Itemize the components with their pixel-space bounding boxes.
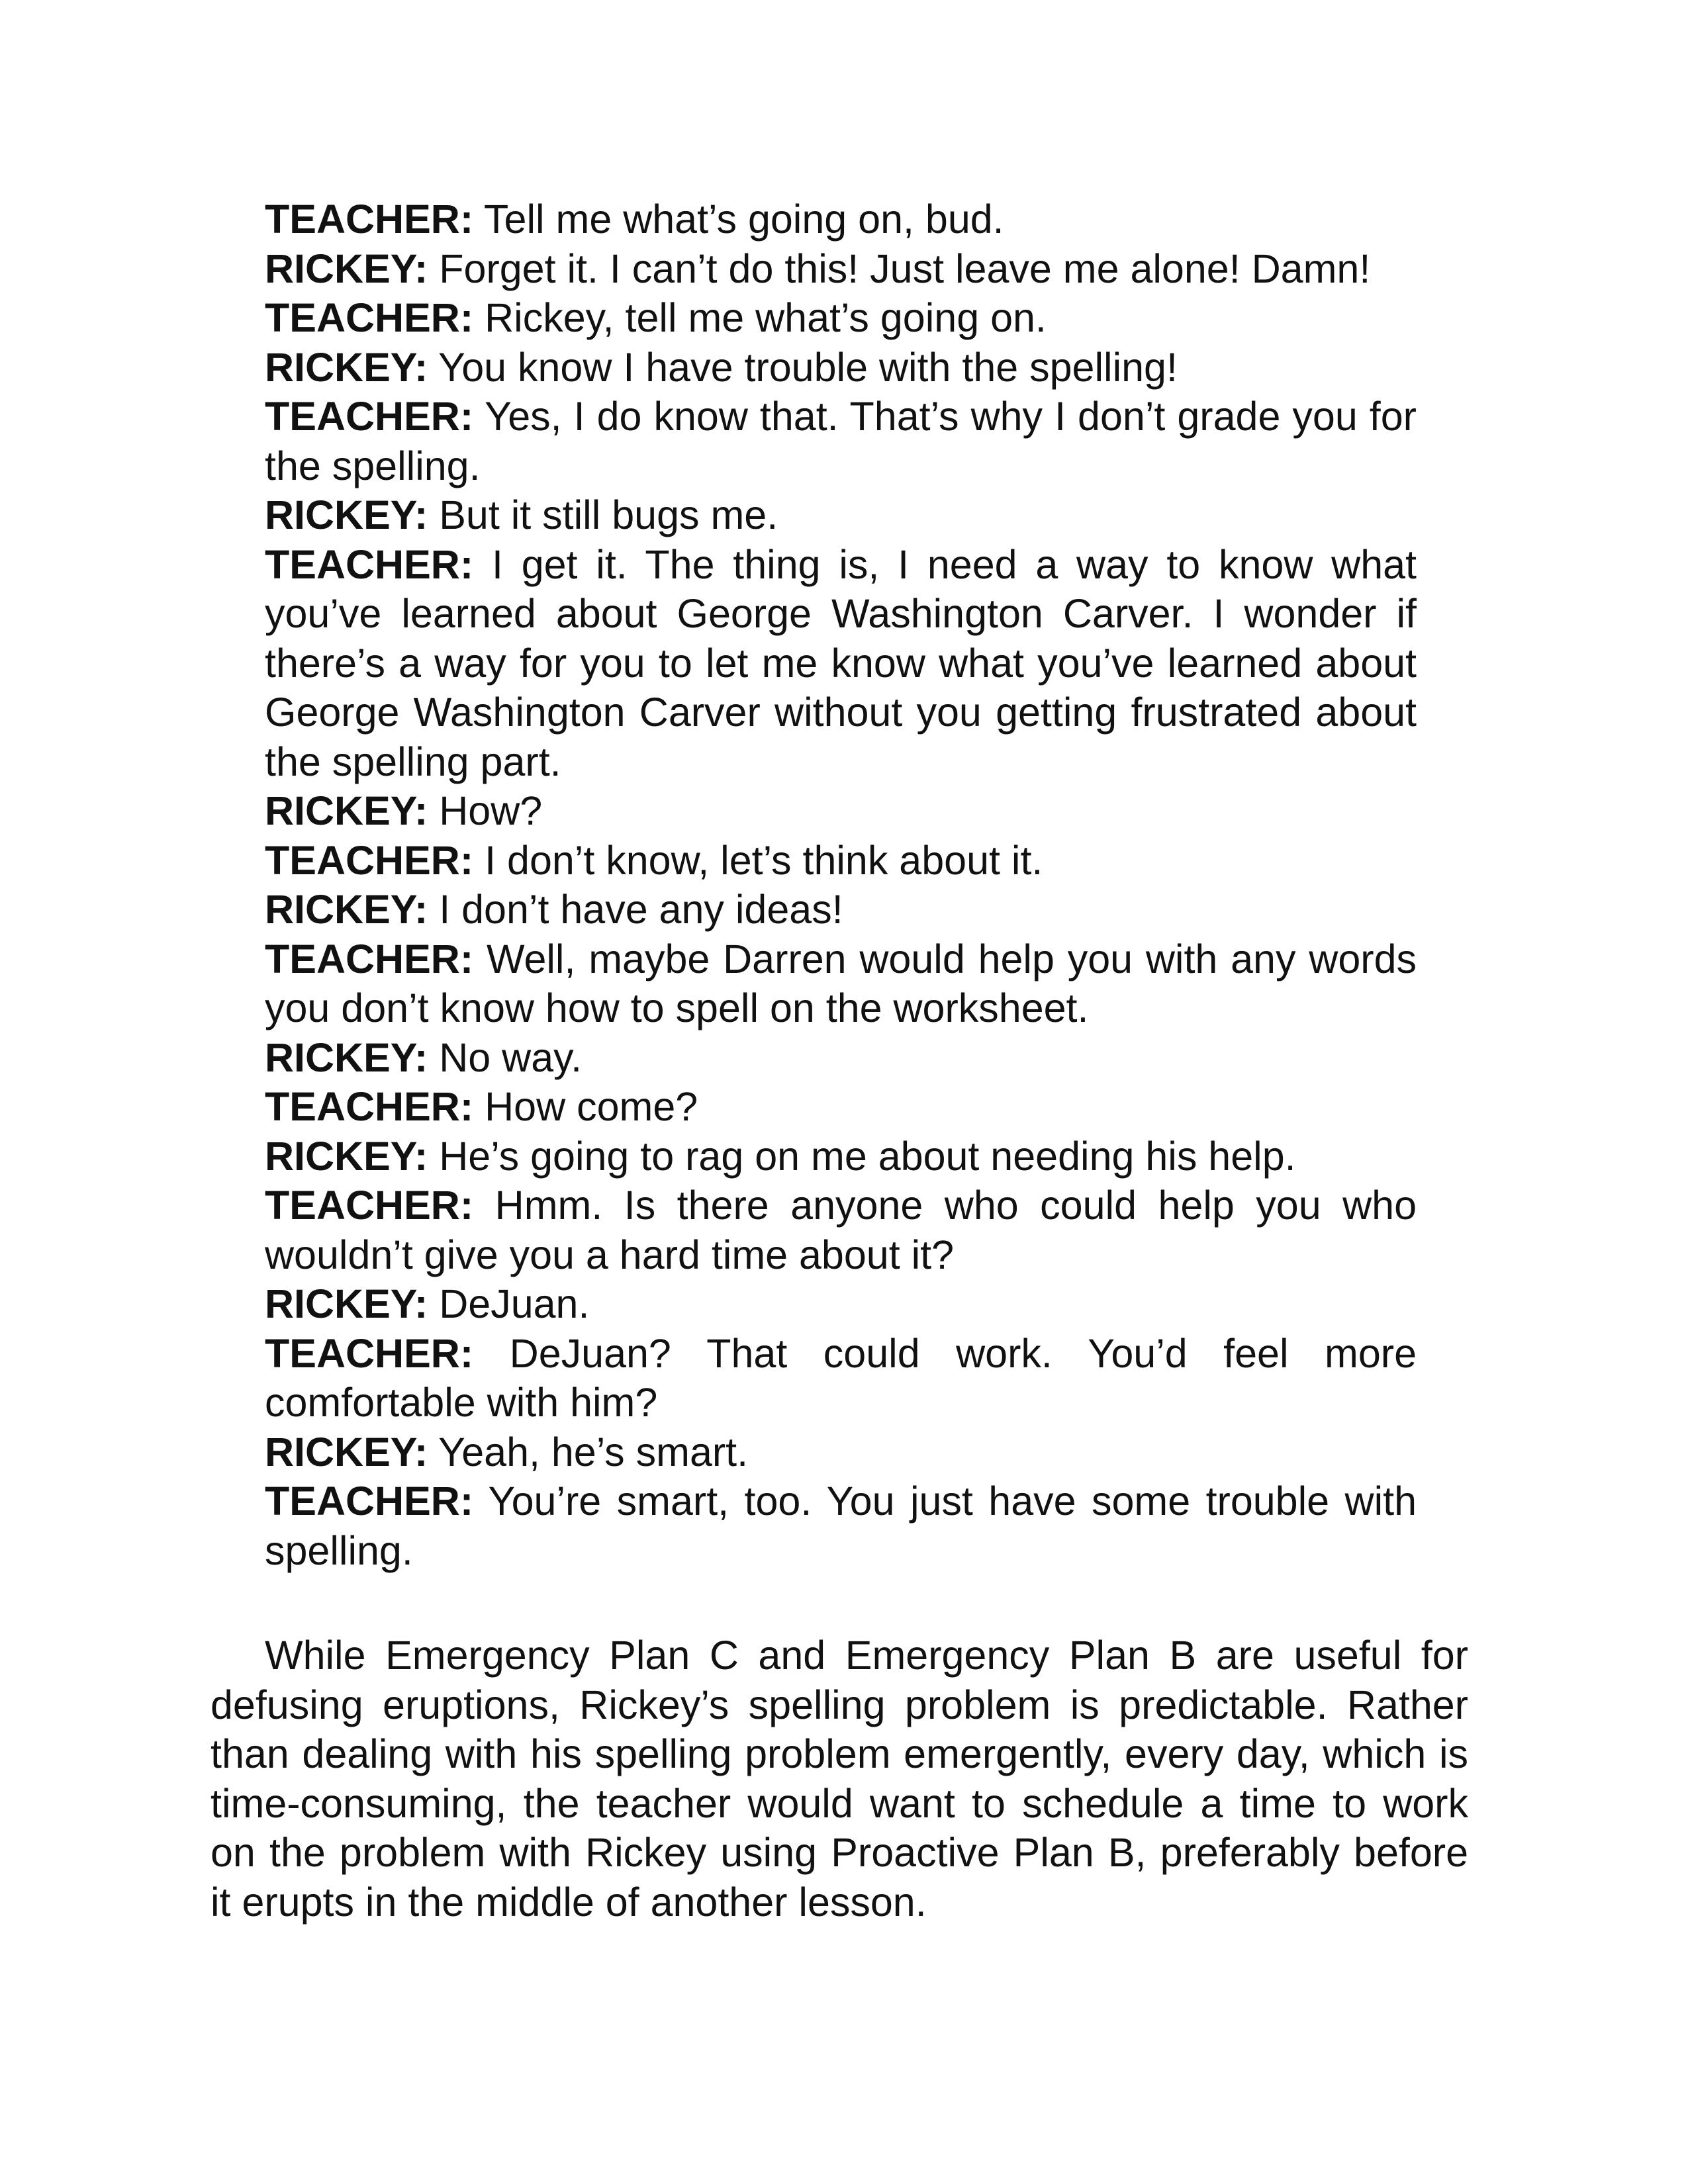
dialogue-text: I get it. The thing is, I need a way to know what you’ve learned about George Washington Carver. I wonder if there’s a way for you to let me know what you’ve learned about George Washington Carver without you getting frustrated about the spelling part. — [265, 541, 1417, 784]
speaker-label: TEACHER: — [265, 1183, 474, 1228]
dialogue-line — [265, 1132, 1417, 1181]
dialogue-line — [265, 1082, 1417, 1132]
speaker-label: TEACHER: — [265, 1084, 474, 1129]
dialogue-text: You’re smart, too. You just have some trouble with spelling. — [265, 1479, 1417, 1573]
dialogue-text: Hmm. Is there anyone who could help you who wouldn’t give you a hard time about it? — [265, 1183, 1417, 1277]
dialogue-text: I don’t know, let’s think about it. — [485, 837, 1043, 883]
dialogue-text: How come? — [485, 1084, 698, 1129]
speaker-label: RICKEY: — [265, 788, 428, 833]
speaker-label: RICKEY: — [265, 246, 428, 291]
dialogue-text: He’s going to rag on me about needing his help. — [439, 1133, 1296, 1179]
speaker-label: RICKEY: — [265, 1281, 428, 1326]
speaker-label: RICKEY: — [265, 1034, 428, 1080]
dialogue-text: No way. — [439, 1034, 583, 1080]
speaker-label: TEACHER: — [265, 394, 474, 439]
dialogue-line — [265, 885, 1417, 934]
dialogue-text: I don’t have any ideas! — [439, 887, 843, 932]
speaker-label: TEACHER: — [265, 197, 474, 242]
dialogue-line — [265, 392, 1417, 490]
dialogue-text: Yeah, he’s smart. — [438, 1429, 749, 1475]
dialogue-line — [265, 490, 1417, 540]
speaker-label: RICKEY: — [265, 887, 428, 932]
dialogue-line — [265, 540, 1417, 787]
dialogue-text: Well, maybe Darren would help you with any words you don’t know how to spell on the worksheet. — [265, 936, 1417, 1030]
speaker-label: TEACHER: — [265, 1330, 474, 1376]
dialogue-line — [265, 293, 1417, 343]
dialogue-line — [265, 1033, 1417, 1083]
dialogue-line — [265, 343, 1417, 392]
dialogue-line — [265, 786, 1417, 836]
dialogue-text: How? — [439, 788, 543, 833]
dialogue-line — [265, 195, 1417, 244]
dialogue-line — [265, 1181, 1417, 1279]
speaker-label: TEACHER: — [265, 295, 474, 340]
dialogue-line — [265, 1329, 1417, 1428]
speaker-label: TEACHER: — [265, 936, 474, 981]
speaker-label: TEACHER: — [265, 837, 474, 883]
dialogue-line — [265, 1279, 1417, 1329]
speaker-label: TEACHER: — [265, 1479, 474, 1524]
speaker-label: TEACHER: — [265, 541, 474, 587]
dialogue-line — [265, 244, 1417, 294]
dialogue-text: Forget it. I can’t do this! Just leave me alone! Damn! — [439, 246, 1371, 291]
dialogue-text: But it still bugs me. — [439, 492, 778, 537]
dialogue-line — [265, 1477, 1417, 1575]
dialogue-line — [265, 1428, 1417, 1477]
dialogue-block — [265, 195, 1417, 1575]
speaker-label: RICKEY: — [265, 492, 428, 537]
dialogue-text: Yes, I do know that. That’s why I don’t grade you for the spelling. — [265, 394, 1417, 488]
speaker-label: RICKEY: — [265, 1429, 428, 1475]
dialogue-text: Tell me what’s going on, bud. — [484, 197, 1004, 242]
dialogue-line — [265, 836, 1417, 886]
dialogue-text: Rickey, tell me what’s going on. — [485, 295, 1047, 340]
dialogue-text: You know I have trouble with the spelling! — [438, 344, 1178, 390]
dialogue-text: DeJuan? That could work. You’d feel more comfortable with him? — [265, 1330, 1417, 1425]
dialogue-line — [265, 934, 1417, 1033]
dialogue-text: DeJuan. — [439, 1281, 590, 1326]
speaker-label: RICKEY: — [265, 344, 428, 390]
speaker-label: RICKEY: — [265, 1133, 428, 1179]
narrative-paragraph: While Emergency Plan C and Emergency Plan B are useful for defusing eruptions, Rickey’s spelling problem is predictable. Rather than dealing with his spelling problem emergently, every day, which is time-consuming, the teacher would want to schedule a time to work on the problem with Rickey using Proactive Plan B, preferably before it erupts in the middle of another lesson. — [211, 1633, 1468, 1925]
